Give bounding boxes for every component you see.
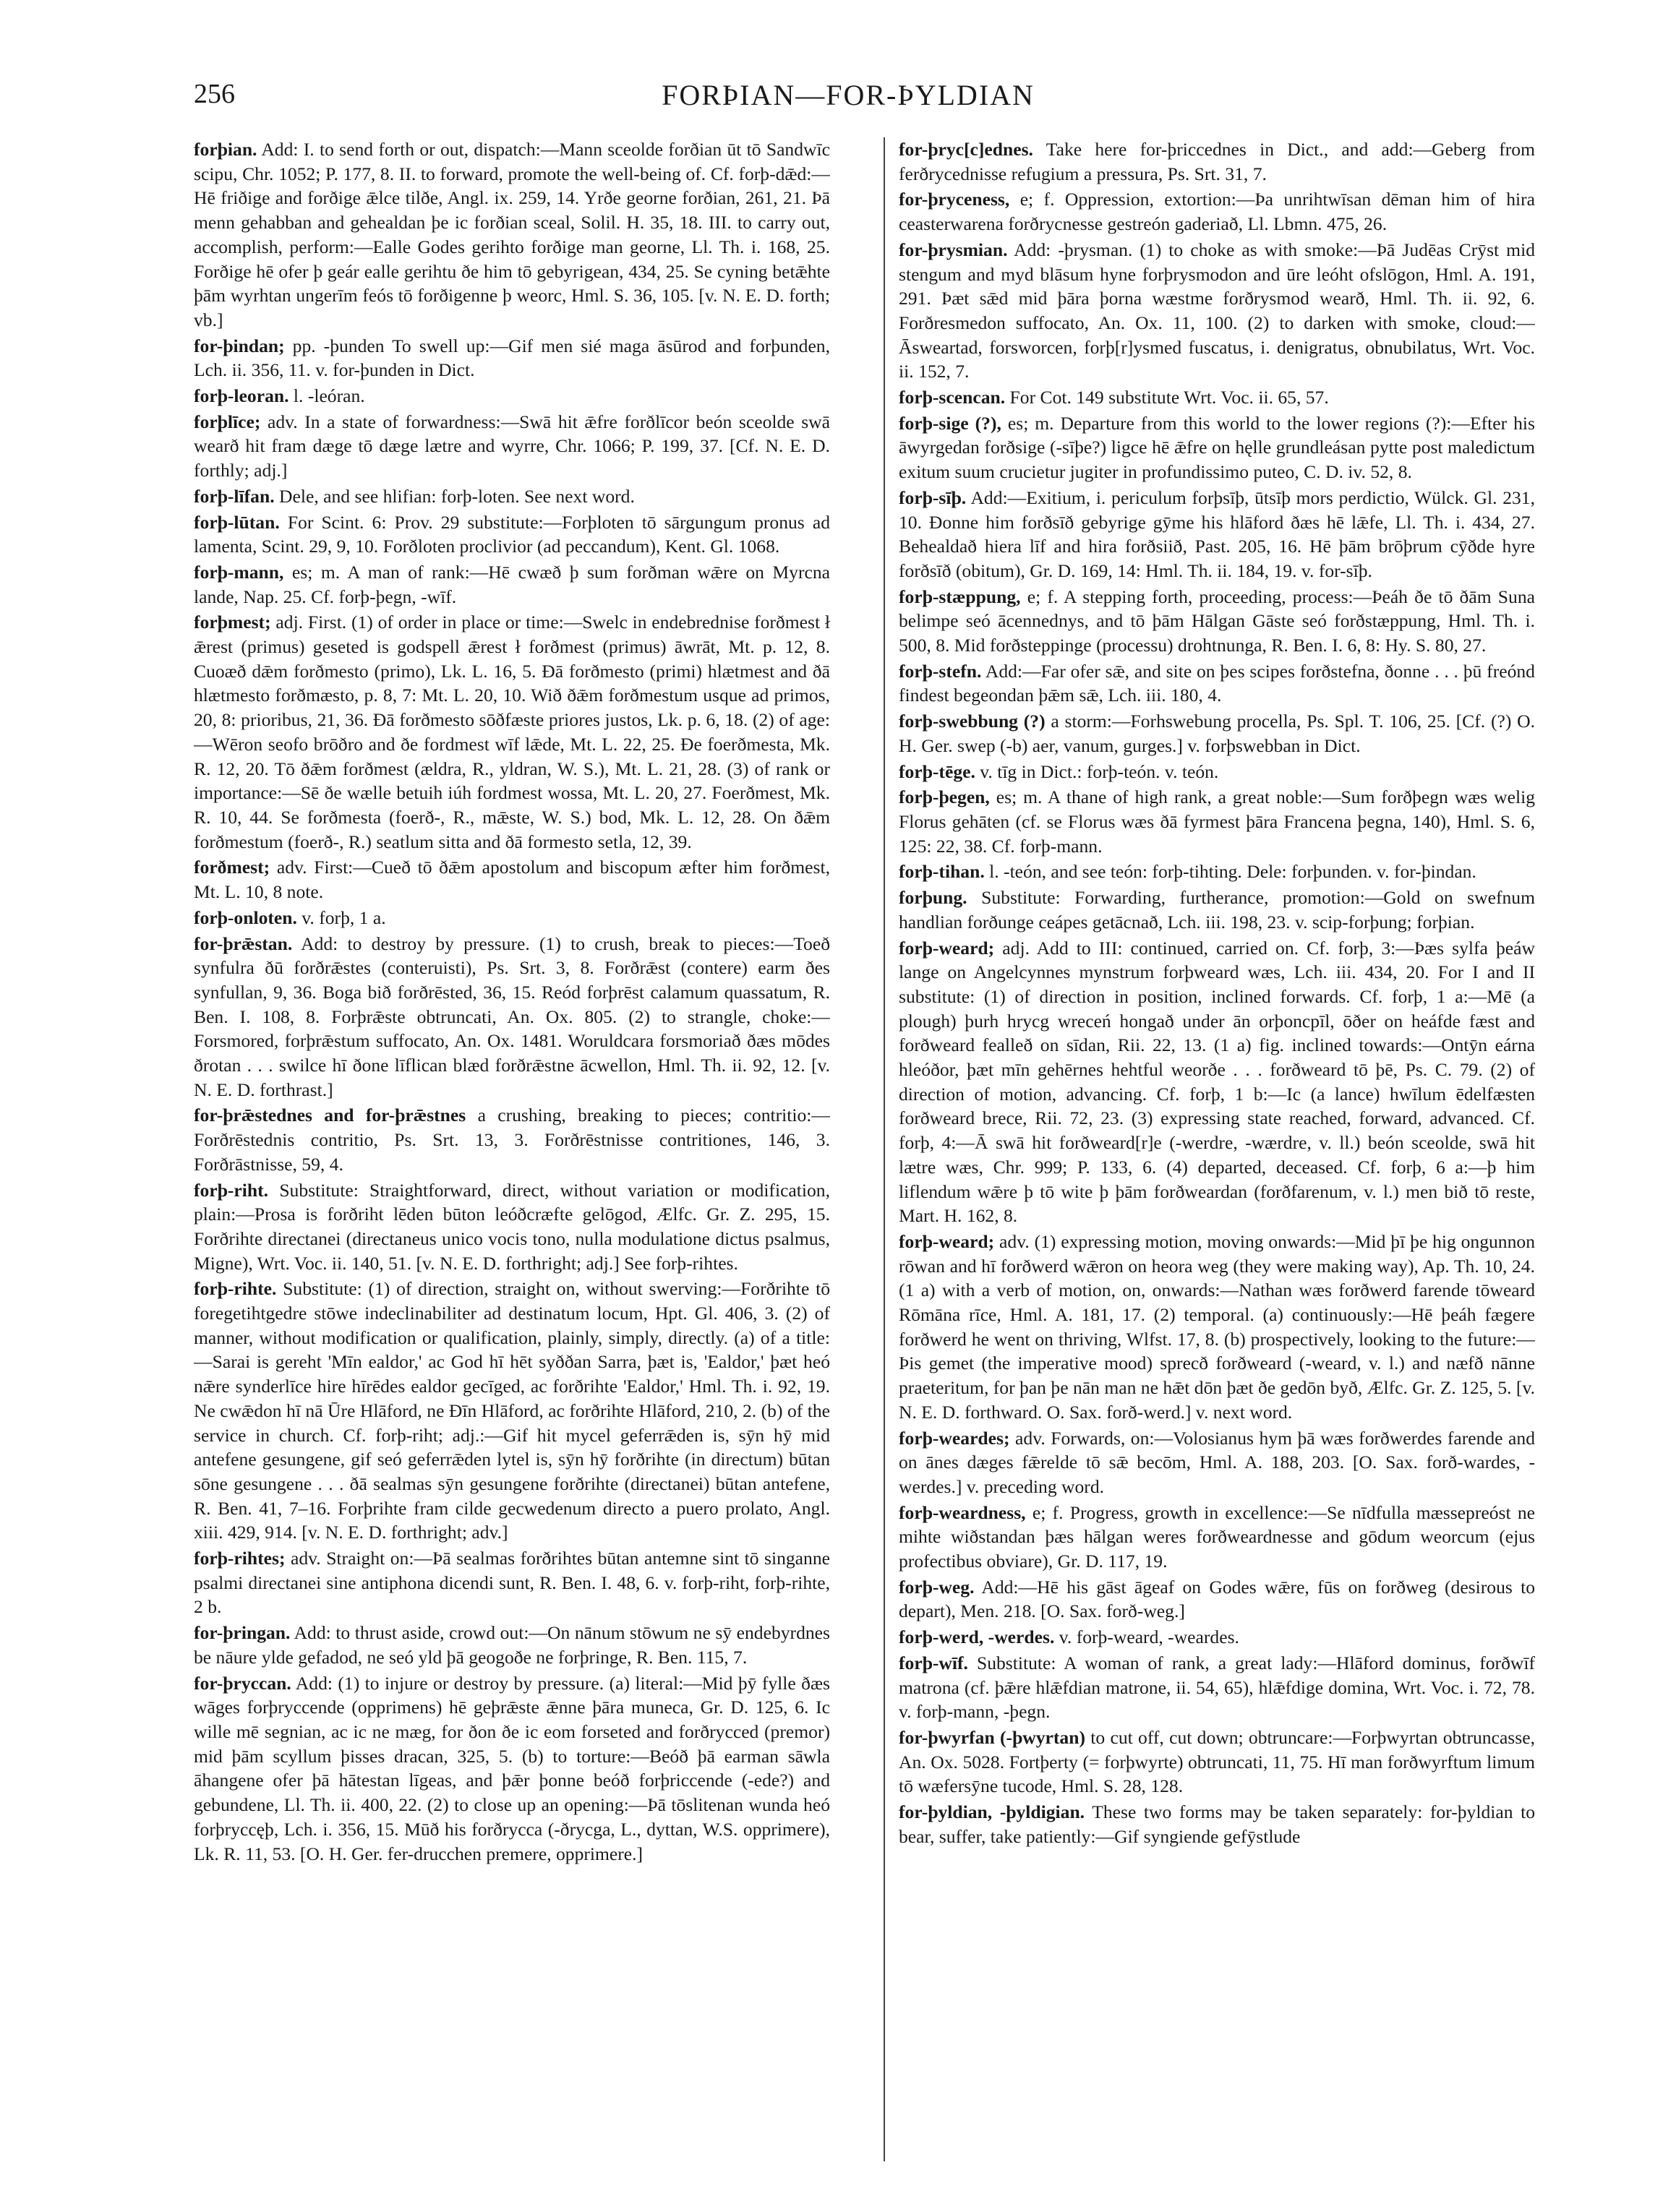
entry-headword: forþ-mann, — [194, 561, 284, 583]
entry-definition: adv. (1) expressing motion, moving onwards:—Mid þī þe hig ongunnon rōwan and hī forðwerd wǣron on heora weg (they were making way), Ap. Th. 10, 24. (1 a) with a verb of motion, on, onwards:—Nathan wæs forðwerd farende tōweard Rōmāna rīce, Hml. A. 181, 17. (2) temporal. (a) continuously:—Hē þeáh fægere forðwerd he went on thriving, Wlfst. 17, 8. (b) prospectively, looking to the future:—Þis gemet (the imperative mood) sprecð forðweard (-weard, v. l.) and næfð nānne praeteritum, for þan þe nān man ne hǣt dōn þæt ðe gedōn byð, Ælfc. Gr. Z. 125, 5. [v. N. E. D. forthward. O. Sax. forð-werd.] v. next word. — [899, 1230, 1535, 1423]
entry-headword: forþ-sige (?), — [899, 412, 1001, 434]
dictionary-entry — [194, 1546, 830, 1619]
entry-headword: forþ-swebbung (?) — [899, 711, 1046, 732]
running-head: FORÞIAN—FOR-ÞYLDIAN — [662, 79, 1035, 111]
dictionary-entry — [899, 859, 1535, 884]
entry-headword: forþ-riht. — [194, 1179, 269, 1201]
entry-headword: for-þrysmian. — [899, 239, 1008, 260]
entry-definition: Substitute: Straightforward, direct, without variation or modification, plain:—Prosa is forðriht lēden būton leóðcræfte gelōgod, Ælfc. Gr. Z. 295, 15. Forðrihte directanei (directaneus unico vocis tono, nulla modulatione dictus psalmus, Migne), Wrt. Voc. ii. 140, 51. [v. N. E. D. forthright; adj.] See forþ-rihtes. — [194, 1179, 830, 1274]
entry-definition: es; m. A man of rank:—Hē cwæð þ sum forðman wǣre on Myrcna lande, Nap. 25. Cf. forþ-þegn, -wīf. — [194, 561, 830, 607]
dictionary-entry — [899, 411, 1535, 484]
entry-headword: for-þwyrfan (-þwyrtan) — [899, 1727, 1085, 1748]
entry-headword: forþ-rihtes; — [194, 1548, 286, 1569]
dictionary-entry — [194, 334, 830, 382]
dictionary-entry — [899, 1501, 1535, 1574]
entry-definition: Substitute: (1) of direction, straight on, without swerving:—Forðrihte tō foregetihtgedre stōwe indeclinabiliter ad destinatum locum, Hpt. Gl. 406, 3. (2) of manner, without modification or qualification, plainly, simply, directly. (a) of a title:—Sarai is gereht 'Mīn ealdor,' ac God hī hēt syððan Sarra, þæt is, 'Ealdor,' þæt heó nǣre synderlīce hire hīrēdes ealdor gecīged, ac forðrihte 'Ealdor,' Hml. Th. i. 92, 19. Ne cwǣdon hī nā Ūre Hlāford, ne Ðīn Hlāford, ac forðrihte Hlāford, 210, 2. (b) of the service in church. Cf. forþ-riht; adj.:—Gif hit mycel geferrǣden is, sȳn hȳ mid antefene gesungene, gif seó geferrǣden lytel is, sȳn hȳ forðrihte (in directum) būtan sōne gesungene . . . ðā sealmas sȳn gesungene forðrihte (directanei) būtan antefene, R. Ben. 41, 7–16. Forþrihte fram cilde gecwedenum directo a puero prolato, Angl. xiii. 429, 914. [v. N. E. D. forthright; adv.] — [194, 1278, 830, 1543]
dictionary-entry — [899, 1230, 1535, 1425]
dictionary-entry — [194, 137, 830, 333]
entry-headword: forþ-rihte. — [194, 1278, 277, 1300]
entry-definition: l. -leóran. — [293, 385, 365, 407]
entry-headword: forþ-stefn. — [899, 660, 982, 682]
entry-headword: forþ-weg. — [899, 1576, 975, 1598]
entry-headword: forþ-līfan. — [194, 485, 275, 507]
entry-definition: These two forms may be taken separately: for-þyldian to bear, suffer, take patiently:—Gif syngiende gefȳstlude — [899, 1801, 1535, 1847]
entry-definition: adj. First. (1) of order in place or time:—Swelc in endebrednise forðmest ł ǣrest (primus) geseted is godspell ǣrest ł forðmest (primus) āwrāt, Mt. p. 12, 8. Cuoæð dǣm forðmesto (primo), Lk. L. 16, 5. Ðā forðmesto (primi) hlætmest and ðā hlætmesto forðmæsto, p. 8, 7: Mt. L. 20, 10. Wið ðǣm forðmestum usque ad primos, 20, 8: prioribus, 21, 36. Ðā forðmesto sōðfæste priores justos, Lk. p. 6, 18. (2) of age:—Wēron seofo brōðro and ðe fordmest wīf lǣde, Mt. L. 22, 25. Ðe foerðmesta, Mk. R. 12, 20. Tō ðǣm forðmest (ældra, R., yldran, W. S.), Mt. L. 21, 28. (3) of rank or importance:—Sē ðe wælle betuih iúh fordmest wossa, Mt. L. 20, 27. Foerðmest, Mk. R. 10, 44. Se forðmesta (foerð-, R., mǣste, W. S.) bod, Mk. L. 12, 28. On ðǣm forðmestum (foerð-, R.) seatlum sitta and ðā formesto setla, 12, 39. — [194, 612, 830, 852]
dictionary-entry — [194, 484, 830, 509]
dictionary-entry — [194, 932, 830, 1102]
entry-headword: forðmest; — [194, 857, 270, 878]
dictionary-entry — [899, 936, 1535, 1228]
dictionary-entry — [899, 1426, 1535, 1499]
entry-headword: for-þrǣstednes and for-þrǣstnes — [194, 1105, 466, 1126]
dictionary-entry — [899, 137, 1535, 186]
dictionary-entry — [899, 187, 1535, 236]
dictionary-entry — [194, 1277, 830, 1545]
dictionary-entry — [194, 410, 830, 483]
entry-headword: forþmest; — [194, 612, 271, 633]
entry-headword: forþ-leoran. — [194, 385, 289, 407]
entry-headword: forþian. — [194, 139, 257, 160]
entry-definition: adv. In a state of forwardness:—Swā hit ǣfre forðlīcor beón sceolde swā wearð hit fram dæge tō dæge lætre and wyrre, Chr. 1066; P. 199, 37. [Cf. N. E. D. forthly; adj.] — [194, 411, 830, 481]
dictionary-entry — [194, 560, 830, 609]
entry-headword: forþlīce; — [194, 411, 261, 432]
entry-headword: forþ-weard; — [899, 1230, 995, 1252]
entry-definition: l. -teón, and see teón: forþ-tihting. Dele: forþunden. v. for-þindan. — [989, 861, 1476, 883]
entry-definition: v. tīg in Dict.: forþ-teón. v. teón. — [980, 760, 1219, 782]
entry-headword: forþ-scencan. — [899, 387, 1006, 408]
entry-definition: Add:—Far ofer sǣ, and site on þes scipes forðstefna, ðonne . . . þū freónd findest begeondan þǣm sǣ, Lch. iii. 180, 4. — [899, 660, 1535, 706]
dictionary-entry — [899, 486, 1535, 583]
entry-definition: adv. Straight on:—Þā sealmas forðrihtes būtan antemne sint tō singanne psalmi directanei sine antiphona dicendi sunt, R. Ben. I. 48, 6. v. forþ-riht, forþ-rihte, 2 b. — [194, 1548, 830, 1618]
entry-headword: for-þrǣstan. — [194, 933, 293, 954]
entry-definition: Add: to destroy by pressure. (1) to crush, break to pieces:—Toeð synfulra ðū forðrǣstes (conteruisti), Ps. Srt. 3, 8. Forðrǣst (contere) earm ðes synfullan, 9, 36. Boga bið forðrēsted, 36, 15. Reód forþrēst calamum quassatum, R. Ben. I. 108, 8. Forþrǣste obtruncati, An. Ox. 805. (2) to strangle, choke:—Forsmored, forþrǣstum suffocato, An. Ox. 1481. Woruldcara forsmoriað ðæs mōdes ðrotan . . . swilce hī ðone līflican blæd forðrǣstne ācwellon, Hml. Th. ii. 92, 12. [v. N. E. D. forthrast.] — [194, 933, 830, 1100]
right-column — [899, 137, 1535, 2183]
entry-definition: Add: -þrysman. (1) to choke as with smoke:—Þā Judēas Crȳst mid stengum and myd blāsum hyne forþrysmodon and ūre leóht ofslōgon, Hml. A. 191, 291. Þæt sǣd mid þāra þorna wæstme forðrysmod wearð, Hml. Th. ii. 92, 6. Forðresmedon suffocato, An. Ox. 11, 100. (2) to darken with smoke, cloud:—Āsweartad, forsworcen, forþ[r]ysmed fuscatus, i. denigratus, obnubilatus, Wrt. Voc. ii. 152, 7. — [899, 239, 1535, 382]
dictionary-entry — [899, 886, 1535, 934]
dictionary-entry — [194, 610, 830, 854]
dictionary-entry — [194, 906, 830, 930]
dictionary-entry — [194, 1621, 830, 1669]
dictionary-entry — [899, 1800, 1535, 1848]
dictionary-entry — [194, 1178, 830, 1276]
entry-headword: forþung. — [899, 887, 967, 909]
entry-headword: for-þryceness, — [899, 189, 1010, 210]
entry-headword: forþ-tēge. — [899, 760, 975, 782]
entry-headword: forþ-wīf. — [899, 1652, 968, 1673]
entry-definition: adj. Add to III: continued, carried on. Cf. forþ, 3:—Þæs sylfa þeáw lange on Angelcynnes mynstrum forþweard wæs, Lch. iii. 434, 20. For I and II substitute: (1) of direction in position, inclined forwards. Cf. forþ, 1 a:—Mē (a plough) þurh hrycg wreceń hongað under ān orþoncpīl, ōðer on heáfde fæst and forðweard fealleð on sīdan, Rii. 22, 13. (1 a) fig. inclined towards:—Ontȳn eárna hleóðor, þæt mīn gehērnes hehtful weorðe . . . forðweard tō þē, Ps. C. 79. (2) of direction of motion, advancing. Cf. forþ, 1 b:—Ic (a lance) hwīlum ēdelfæsten forðweard brece, Rii. 72, 23. (3) expressing state reached, forward, advanced. Cf. forþ, 4:—Ā swā hit forðweard[r]e (-werdre, -wærdre, v. ll.) beón sceolde, swā hit lætre wæs, Chr. 999; P. 133, 6. (4) departed, deceased. Cf. forþ, 6 a:—þ him liflendum wǣre þ tō wite þ þām forðweardan (forðfarenum, v. l.) men bið tō reste, Mart. H. 162, 8. — [899, 937, 1535, 1227]
entry-definition: For Cot. 149 substitute Wrt. Voc. ii. 65, 57. — [1009, 387, 1329, 408]
dictionary-entry — [899, 1625, 1535, 1650]
entry-headword: forþ-onloten. — [194, 906, 297, 928]
entry-headword: for-þryc[c]ednes. — [899, 139, 1033, 160]
entry-headword: forþ-þegen, — [899, 786, 990, 808]
entry-headword: for-þryccan. — [194, 1672, 291, 1694]
entry-definition: Add: (1) to injure or destroy by pressure. (a) literal:—Mid þȳ fylle ðæs wāges forþryccende (opprimens) hē geþrǣste ǣnne þāra muneca, Gr. D. 125, 6. Ic wille mē segnian, ac ic ne mæg, for ðon ðe ic eom forseted and forðrycced (premor) mid þām scyllum þisses dracan, 325, 5. (b) to torture:—Beóð þā earman sāwla āhangene ofer þā hātestan līgeas, and þǣr þonne beóð forþriccende (-ede?) and gebundene, Ll. Th. ii. 400, 22. (2) to close up an opening:—Þā tōslitenan wunda heó forþryccęþ, Lch. i. 356, 15. Mūð his forðrycca (-ðrycga, L., dyttan, W.S. opprimere), Lk. R. 11, 53. [O. H. Ger. fer-drucchen premere, opprimere.] — [194, 1672, 830, 1864]
entry-definition: Add:—Hē his gāst āgeaf on Godes wǣre, fūs on forðweg (desirous to depart), Men. 218. [O. Sax. forð-weg.] — [899, 1576, 1535, 1622]
entry-definition: e; f. Progress, growth in excellence:—Se nīdfulla mæssepreóst ne mihte wiðstandan þæs hālgan weres forðweardnesse and gōdum weorcum (ejus profectibus obviare), Gr. D. 117, 19. — [899, 1501, 1535, 1572]
dictionary-entry — [194, 384, 830, 408]
entry-definition: adv. Forwards, on:—Volosianus hym þā wæs forðwerdes farende and on ānes dæges fǣrelde tō sǣ becōm, Hml. A. 188, 203. [O. Sax. forð-wardes, -werdes.] v. preceding word. — [899, 1427, 1535, 1497]
entry-headword: forþ-weardes; — [899, 1427, 1010, 1449]
dictionary-entry — [899, 659, 1535, 708]
entry-headword: forþ-werd, -werdes. — [899, 1626, 1055, 1648]
entry-headword: forþ-tihan. — [899, 861, 985, 883]
dictionary-entry — [899, 709, 1535, 758]
dictionary-entry — [899, 1651, 1535, 1724]
entry-definition: e; f. Oppression, extortion:—Þa unrihtwīsan dēman him of hira ceasterwarena forðrycnesse gestreón gaderiað, Ll. Lbmn. 475, 26. — [899, 189, 1535, 235]
entry-definition: v. forþ-weard, -weardes. — [1059, 1626, 1239, 1648]
entry-definition: es; m. Departure from this world to the lower regions (?):—Efter his āwyrgedan forðsige (-sīþe?) ligce hē ǣfre on hęlle grundleásan pytte post maledictum exitum suum crucietur jugiter in profundissimo puteo, C. D. iv. 52, 8. — [899, 412, 1535, 483]
left-column — [194, 137, 830, 2183]
entry-definition: a crushing, breaking to pieces; contritio:—Forðrēstednis contritio, Ps. Srt. 13, 3. Forðrēstnisse contritiones, 146, 3. Forðrāstnisse, 59, 4. — [194, 1105, 830, 1175]
entry-definition: Add: to thrust aside, crowd out:—On nānum stōwum ne sȳ endebyrdnes be nāure ylde gefadod, ne seó yld þā geogoðe ne forþringe, R. Ben. 115, 7. — [194, 1622, 830, 1668]
entry-definition: adv. First:—Cueð tō ðǣm apostolum and biscopum æfter him forðmest, Mt. L. 10, 8 note. — [194, 857, 830, 903]
entry-headword: forþ-weard; — [899, 937, 995, 959]
entry-definition: For Scint. 6: Prov. 29 substitute:—Forþloten tō sārgungum pronus ad lamenta, Scint. 29, 9, 10. Forðloten proclivior (ad peccandum), Kent. Gl. 1068. — [194, 511, 830, 557]
entry-definition: pp. -þunden To swell up:—Gif men sié maga āsūrod and forþunden, Lch. ii. 356, 11. v. for-þunden in Dict. — [194, 335, 830, 381]
entry-definition: es; m. A thane of high rank, a great noble:—Sum forðþegn wæs welig Florus gehāten (cf. se Florus wæs ðā fyrmest þāra Francena þegna, 140), Hml. S. 6, 125: 22, 38. Cf. forþ-mann. — [899, 786, 1535, 857]
entry-definition: Dele, and see hlifian: forþ-loten. See next word. — [279, 485, 635, 507]
page-header — [194, 78, 1502, 121]
dictionary-entry — [899, 1726, 1535, 1799]
entry-headword: forþ-stæppung, — [899, 586, 1021, 607]
entry-definition: Add: I. to send forth or out, dispatch:—Mann sceolde forðian ūt tō Sandwīc scipu, Chr. 1052; P. 177, 8. II. to forward, promote the well-being of. Cf. forþ-dǣd:—Hē friðige and forðige ǣlce tilðe, Angl. ix. 259, 14. Yrðe georne forðian, 261, 21. Þā menn gehabban and gehealdan þe ic forðian sceal, Solil. H. 35, 18. III. to carry out, accomplish, perform:—Ealle Godes gerihto forðige man georne, Ll. Th. i. 168, 25. Forðige hē ofer þ geár ealle gerihtu ðe him tō gebyrigean, 434, 25. Se cyning betǣhte þām wyrhtan ungerīm feós tō forðigenne þ weorc, Hml. S. 36, 105. [v. N. E. D. forth; vb.] — [194, 139, 830, 330]
dictionary-entry — [899, 238, 1535, 384]
entry-headword: for-þyldian, -þyldigian. — [899, 1801, 1085, 1823]
entry-definition: Add:—Exitium, i. periculum forþsīþ, ūtsīþ mors perdictio, Wülck. Gl. 231, 10. Ðonne him forðsīð gebyrige gȳme his hlāford ðæs hē lǣfe, Ll. Th. i. 434, 27. Behealdað hiera līf and hira forðsiið, Past. 205, 16. Hē þām brōþrum cȳðde hyre forðsīð (obitum), Gr. D. 169, 14: Hml. Th. ii. 184, 19. v. for-sīþ. — [899, 486, 1535, 581]
entry-definition: a storm:—Forhswebung procella, Ps. Spl. T. 106, 25. [Cf. (?) O. H. Ger. swep (-b) aer, vanum, gurges.] v. forþswebban in Dict. — [899, 711, 1535, 756]
dictionary-entry — [194, 855, 830, 904]
dictionary-entry — [194, 510, 830, 559]
entry-definition: to cut off, cut down; obtruncare:—Forþwyrtan obtruncasse, An. Ox. 5028. Fortþerty (= forþwyrte) obtruncati, 11, 75. Hī man forðwyrftum limum tō wæfersȳne tucode, Hml. S. 28, 128. — [899, 1727, 1535, 1797]
entry-definition: Substitute: A woman of rank, a great lady:—Hlāford dominus, forðwīf matrona (cf. þǣre hlǣfdian matrone, ii. 54, 65), hlǣfdige domina, Wrt. Voc. i. 72, 78. v. forþ-mann, -þegn. — [899, 1652, 1535, 1723]
entry-headword: forþ-weardness, — [899, 1501, 1026, 1523]
dictionary-entry — [899, 1575, 1535, 1624]
entry-headword: forþ-sīþ. — [899, 486, 967, 508]
entry-definition: Take here for-þriccednes in Dict., and add:—Geberg from ferðrycednisse refugium a pressura, Ps. Srt. 31, 7. — [899, 139, 1535, 184]
entry-definition: e; f. A stepping forth, proceeding, process:—Þeáh ðe tō ðām Suna belimpe seó ācennednys, and tō þām Hālgan Gāste seó forðstæppung, Hml. Th. i. 500, 8. Mid forðsteppinge (processu) drohtnunga, R. Ben. I. 6, 8: Hy. S. 80, 27. — [899, 586, 1535, 656]
entry-definition: v. forþ, 1 a. — [302, 906, 386, 928]
page-number: 256 — [194, 79, 235, 109]
dictionary-entry — [899, 385, 1535, 410]
entry-headword: for-þindan; — [194, 335, 285, 356]
dictionary-entry — [194, 1671, 830, 1866]
dictionary-entry — [194, 1103, 830, 1176]
entry-headword: for-þringan. — [194, 1622, 291, 1644]
column-divider — [884, 137, 885, 2161]
dictionary-entry — [899, 785, 1535, 858]
dictionary-entry — [899, 585, 1535, 658]
entry-definition: Substitute: Forwarding, furtherance, promotion:—Gold on swefnum handlian forðunge ceápes getācnað, Lch. iii. 198, 23. v. scip-forþung; forþian. — [899, 887, 1535, 933]
dictionary-entry — [899, 760, 1535, 784]
entry-headword: forþ-lūtan. — [194, 511, 280, 533]
